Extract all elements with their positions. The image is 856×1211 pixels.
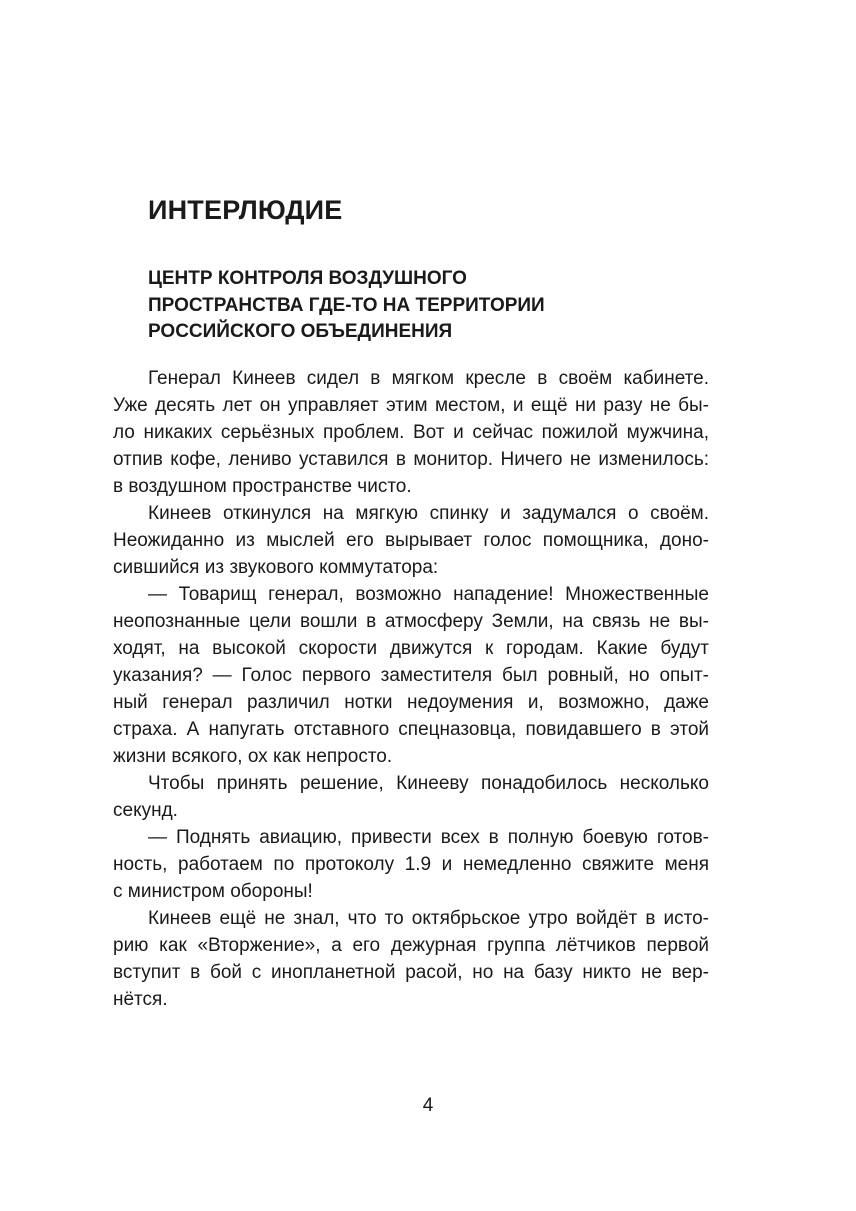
text-line: с министром обороны! [113, 881, 313, 902]
paragraph [113, 770, 709, 824]
text-line: Неожиданно из мыслей его вырывает голос помощника, доно- [113, 530, 709, 551]
text-line: ходят, на высокой скорости движутся к городам. Какие будут [113, 638, 709, 659]
text-line: ло никаких серьёзных проблем. Вот и сейчас пожилой мужчина, [113, 422, 709, 443]
body-text [113, 365, 709, 1013]
chapter-title: ИНТЕРЛЮДИЕ [148, 195, 343, 225]
text-line: страха. А напугать отставного спецназовца, повидавшего в этой [113, 719, 709, 740]
subtitle-line: ПРОСТРАНСТВА ГДЕ-ТО НА ТЕРРИТОРИИ [148, 294, 545, 316]
text-line: Кинеев ещё не знал, что то октябрьское утро войдёт в исто- [148, 908, 709, 929]
subtitle-line: ЦЕНТР КОНТРОЛЯ ВОЗДУШНОГО [148, 268, 467, 289]
text-line: вступит в бой с инопланетной расой, но на базу никто не вер- [113, 962, 709, 983]
text-line: в воздушном пространстве чисто. [113, 476, 412, 497]
text-line: секунд. [113, 800, 178, 821]
paragraph [113, 824, 709, 905]
text-line: Генерал Кинеев сидел в мягком кресле в своём кабинете. [148, 368, 709, 389]
paragraph [113, 365, 709, 500]
text-line: указания? — Голос первого заместителя был ровный, но опыт- [113, 665, 709, 686]
text-line: сившийся из звукового коммутатора: [113, 557, 439, 578]
text-line: жизни всякого, ох как непросто. [113, 746, 393, 767]
text-line: Кинеев откинулся на мягкую спинку и задумался о своём. [148, 503, 709, 524]
text-line: ность, работаем по протоколу 1.9 и немедленно свяжите меня [113, 854, 709, 875]
text-line: нётся. [113, 989, 168, 1010]
text-line: рию как «Вторжение», а его дежурная группа лётчиков первой [113, 935, 709, 956]
text-line: Уже десять лет он управляет этим местом, и ещё ни разу не бы- [113, 395, 709, 416]
page-number: 4 [422, 1095, 434, 1116]
paragraph [113, 500, 709, 581]
paragraph [113, 905, 709, 1013]
chapter-subtitle [148, 266, 708, 346]
text-line: — Товарищ генерал, возможно нападение! Множественные [148, 584, 709, 605]
text-line: отпив кофе, лениво уставился в монитор. Ничего не изменилось: [113, 449, 709, 470]
text-line: — Поднять авиацию, привести всех в полную боевую готов- [148, 827, 709, 848]
text-line: неопознанные цели вошли в атмосферу Земли, на связь не вы- [113, 611, 709, 632]
subtitle-line: РОССИЙСКОГО ОБЪЕДИНЕНИЯ [148, 321, 453, 342]
text-line: Чтобы принять решение, Кинееву понадобилось несколько [148, 773, 709, 794]
text-line: ный генерал различил нотки недоумения и, возможно, даже [113, 692, 709, 713]
paragraph [113, 581, 709, 770]
